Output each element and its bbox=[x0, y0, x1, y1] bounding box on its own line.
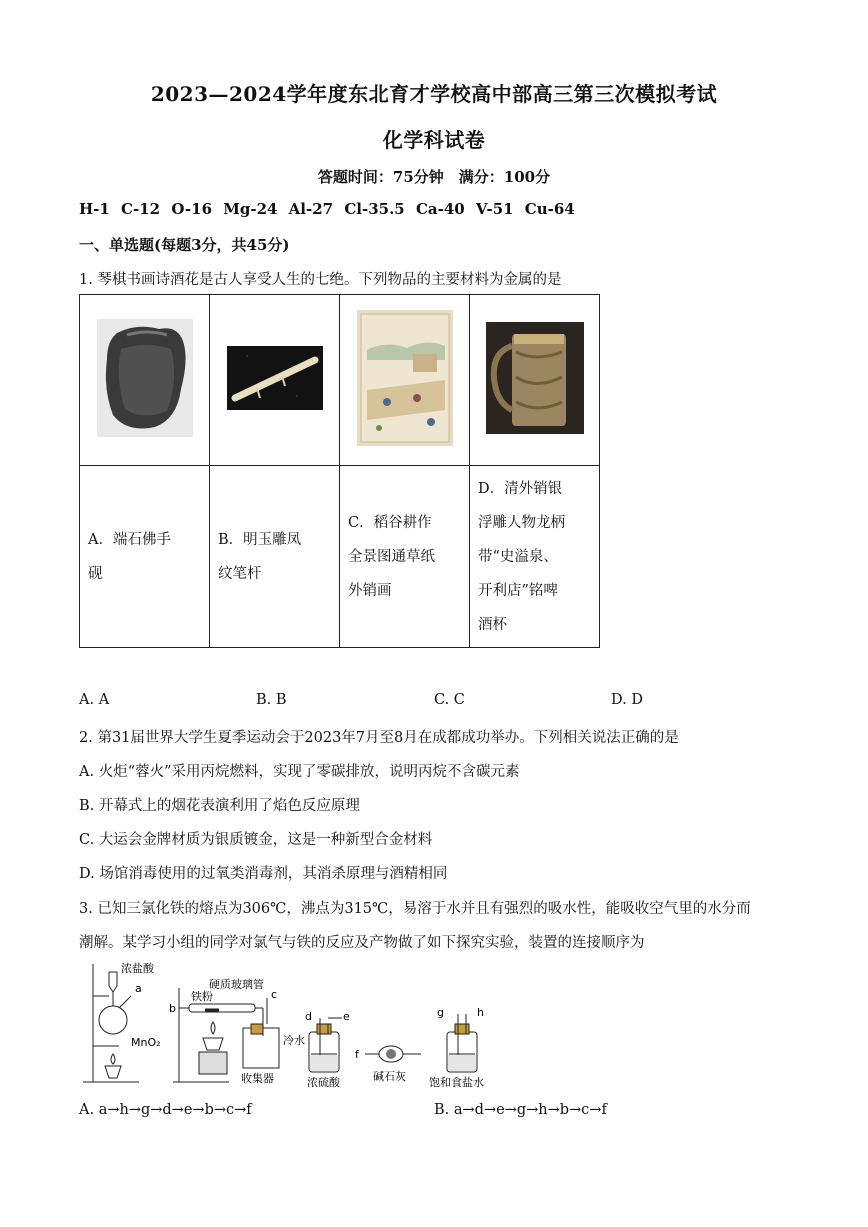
q2-option-a: A. 火炬“蓉火”采用丙烷燃料，实现了零碳排放，说明丙烷不含碳元素 bbox=[79, 764, 520, 780]
q1-item-c-line2: 全景图通草纸 bbox=[348, 548, 435, 565]
export-painting-image bbox=[357, 310, 453, 446]
exam-subtitle: 化学科试卷 bbox=[382, 128, 486, 152]
silver-mug-image bbox=[486, 322, 584, 434]
label-collector: 收集器 bbox=[241, 1072, 274, 1085]
q3-apparatus-diagram bbox=[79, 958, 499, 1093]
q1-item-a-line1: A．端石佛手 bbox=[88, 531, 171, 548]
q1-stem: 1. 琴棋书画诗酒花是古人享受人生的七绝。下列物品的主要材料为金属的是 bbox=[79, 272, 562, 288]
label-brine: 饱和食盐水 bbox=[429, 1076, 484, 1089]
q2-option-d: D. 场馆消毒使用的过氧类消毒剂，其消杀原理与酒精相同 bbox=[79, 866, 448, 882]
label-d: d bbox=[305, 1010, 312, 1023]
q1-item-d-line5: 酒杯 bbox=[478, 616, 507, 633]
inkstone-image bbox=[97, 319, 193, 437]
q1-item-a-line2: 砚 bbox=[88, 565, 103, 582]
label-hcl: 浓盐酸 bbox=[121, 962, 154, 975]
q1-item-d-line3: 带“史溢泉、 bbox=[478, 548, 558, 565]
label-a: a bbox=[135, 982, 142, 995]
label-h: h bbox=[477, 1006, 484, 1019]
exam-title: 2023—2024学年度东北育才学校高中部高三第三次模拟考试 bbox=[150, 82, 718, 106]
label-c: c bbox=[271, 988, 278, 1001]
section-heading: 一、单选题(每题3分，共45分) bbox=[79, 236, 290, 254]
q1-item-d-line4: 开利店”铭啤 bbox=[478, 582, 558, 599]
label-iron: 铁粉 bbox=[191, 990, 213, 1003]
q1-item-b bbox=[210, 466, 340, 648]
q1-item-b-line1: B．明玉雕凤 bbox=[218, 531, 302, 548]
q1-image-cell-c bbox=[340, 295, 470, 466]
label-h2so4: 浓硫酸 bbox=[307, 1076, 340, 1089]
label-cold-water: 冷水 bbox=[283, 1034, 305, 1047]
q1-item-a bbox=[80, 466, 210, 648]
q1-option-b: B. B bbox=[256, 692, 287, 708]
q1-option-d: D. D bbox=[611, 692, 643, 708]
label-mno2: MnO₂ bbox=[131, 1036, 161, 1049]
q1-image-cell-b bbox=[210, 295, 340, 466]
q3-stem-line1: 3. 已知三氯化铁的熔点为306℃，沸点为315℃，易溶于水并且有强烈的吸水性，能吸收空气里的水分而 bbox=[79, 901, 751, 917]
q1-option-a: A. A bbox=[79, 692, 110, 708]
q2-option-c: C. 大运会金牌材质为银质镀金，这是一种新型合金材料 bbox=[79, 832, 433, 848]
q1-option-c: C. C bbox=[434, 692, 465, 708]
label-f: f bbox=[355, 1048, 359, 1061]
q3-option-a: A. a→h→g→d→e→b→c→f bbox=[79, 1102, 252, 1118]
label-e: e bbox=[343, 1010, 350, 1023]
q1-item-c-line3: 外销画 bbox=[348, 582, 392, 599]
label-b: b bbox=[169, 1002, 176, 1015]
label-soda-lime: 碱石灰 bbox=[373, 1070, 406, 1083]
q2-stem: 2. 第31届世界大学生夏季运动会于2023年7月至8月在成都成功举办。下列相关说法正确的是 bbox=[79, 730, 679, 746]
q1-item-c-line1: C．稻谷耕作 bbox=[348, 514, 432, 531]
label-tube: 硬质玻璃管 bbox=[209, 978, 264, 991]
q2-option-b: B. 开幕式上的烟花表演利用了焰色反应原理 bbox=[79, 798, 360, 814]
q1-table bbox=[79, 294, 600, 648]
label-g: g bbox=[437, 1006, 444, 1019]
q1-item-d-line2: 浮雕人物龙柄 bbox=[478, 514, 565, 531]
q1-image-cell-d bbox=[470, 295, 600, 466]
q1-item-c bbox=[340, 466, 470, 648]
jade-brush-image bbox=[227, 346, 323, 410]
q1-image-cell-a bbox=[80, 295, 210, 466]
time-info: 答题时间：75分钟 满分：100分 bbox=[317, 168, 551, 186]
q1-item-d bbox=[470, 466, 600, 648]
q3-stem-line2: 潮解。某学习小组的同学对氯气与铁的反应及产物做了如下探究实验，装置的连接顺序为 bbox=[79, 935, 645, 951]
q1-item-d-line1: D．清外销银 bbox=[478, 480, 563, 497]
relative-atomic-masses: H-1 C-12 O-16 Mg-24 Al-27 Cl-35.5 Ca-40 V-51 Cu-64 bbox=[79, 200, 575, 218]
q3-option-b: B. a→d→e→g→h→b→c→f bbox=[434, 1102, 607, 1118]
q1-item-b-line2: 纹笔杆 bbox=[218, 565, 262, 582]
